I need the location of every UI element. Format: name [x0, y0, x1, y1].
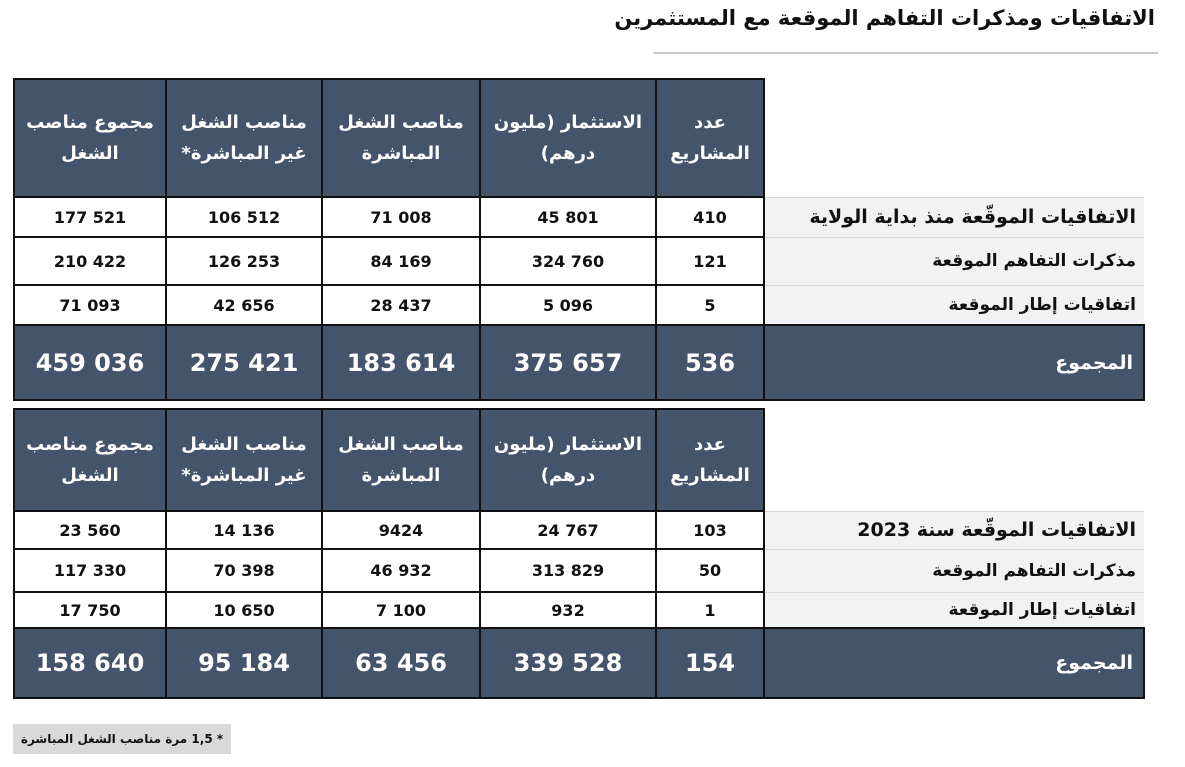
- table-row: [14, 237, 1144, 285]
- page-title: الاتفاقيات ومذكرات التفاهم الموقعة مع المستثمرين: [614, 6, 1155, 30]
- cell-direct-jobs: 28 437: [322, 285, 480, 325]
- total-label: المجموع: [764, 325, 1144, 400]
- cell-investment: 24 767: [480, 511, 656, 549]
- cell-indirect-jobs: 42 656: [166, 285, 322, 325]
- cell-total-jobs: 71 093: [14, 285, 166, 325]
- cell-investment: 5 096: [480, 285, 656, 325]
- cell-direct-jobs: 84 169: [322, 237, 480, 285]
- total-total-jobs: 158 640: [14, 628, 166, 698]
- cell-indirect-jobs: 126 253: [166, 237, 322, 285]
- row-label: الاتفاقيات الموقّعة منذ بداية الولاية: [764, 197, 1144, 237]
- total-indirect-jobs: 95 184: [166, 628, 322, 698]
- total-label: المجموع: [764, 628, 1144, 698]
- cell-indirect-jobs: 70 398: [166, 549, 322, 592]
- cell-projects: 1: [656, 592, 764, 628]
- header-investment: الاستثمار (مليون درهم): [480, 409, 656, 511]
- total-direct-jobs: 183 614: [322, 325, 480, 400]
- header-row: [14, 79, 1144, 197]
- cell-total-jobs: 177 521: [14, 197, 166, 237]
- table-row: [14, 592, 1144, 628]
- cell-direct-jobs: 46 932: [322, 549, 480, 592]
- row-label: الاتفاقيات الموقّعة سنة 2023: [764, 511, 1144, 549]
- total-row: [14, 325, 1144, 400]
- cell-direct-jobs: 7 100: [322, 592, 480, 628]
- total-direct-jobs: 63 456: [322, 628, 480, 698]
- header-row: [14, 409, 1144, 511]
- total-row: [14, 628, 1144, 698]
- row-label: مذكرات التفاهم الموقعة: [764, 237, 1144, 285]
- total-investment: 375 657: [480, 325, 656, 400]
- cell-projects: 5: [656, 285, 764, 325]
- row-label: مذكرات التفاهم الموقعة: [764, 549, 1144, 592]
- total-indirect-jobs: 275 421: [166, 325, 322, 400]
- table-row: [14, 549, 1144, 592]
- header-indirect-jobs: مناصب الشغل غير المباشرة*: [166, 409, 322, 511]
- blank-cell: [764, 409, 1144, 511]
- cell-total-jobs: 117 330: [14, 549, 166, 592]
- total-investment: 339 528: [480, 628, 656, 698]
- cell-direct-jobs: 71 008: [322, 197, 480, 237]
- header-direct-jobs: مناصب الشغل المباشرة: [322, 409, 480, 511]
- cell-direct-jobs: 9424: [322, 511, 480, 549]
- cell-indirect-jobs: 10 650: [166, 592, 322, 628]
- title-divider: [653, 52, 1158, 54]
- cell-investment: 932: [480, 592, 656, 628]
- table-since-start: [13, 78, 1145, 401]
- cell-investment: 313 829: [480, 549, 656, 592]
- blank-cell: [764, 79, 1144, 197]
- row-label: اتفاقيات إطار الموقعة: [764, 592, 1144, 628]
- cell-projects: 50: [656, 549, 764, 592]
- header-projects: عدد المشاريع: [656, 409, 764, 511]
- header-investment: الاستثمار (مليون درهم): [480, 79, 656, 197]
- cell-total-jobs: 210 422: [14, 237, 166, 285]
- cell-projects: 103: [656, 511, 764, 549]
- total-total-jobs: 459 036: [14, 325, 166, 400]
- header-direct-jobs: مناصب الشغل المباشرة: [322, 79, 480, 197]
- total-projects: 536: [656, 325, 764, 400]
- header-total-jobs: مجموع مناصب الشغل: [14, 79, 166, 197]
- table-row: [14, 197, 1144, 237]
- cell-indirect-jobs: 106 512: [166, 197, 322, 237]
- cell-investment: 45 801: [480, 197, 656, 237]
- total-projects: 154: [656, 628, 764, 698]
- header-indirect-jobs: مناصب الشغل غير المباشرة*: [166, 79, 322, 197]
- table-row: [14, 511, 1144, 549]
- footnote: * 1,5 مرة مناصب الشغل المباشرة: [13, 724, 231, 754]
- cell-projects: 121: [656, 237, 764, 285]
- cell-total-jobs: 17 750: [14, 592, 166, 628]
- header-total-jobs: مجموع مناصب الشغل: [14, 409, 166, 511]
- table-2023: [13, 408, 1145, 699]
- cell-investment: 324 760: [480, 237, 656, 285]
- header-projects: عدد المشاريع: [656, 79, 764, 197]
- cell-projects: 410: [656, 197, 764, 237]
- cell-total-jobs: 23 560: [14, 511, 166, 549]
- cell-indirect-jobs: 14 136: [166, 511, 322, 549]
- table-row: [14, 285, 1144, 325]
- row-label: اتفاقيات إطار الموقعة: [764, 285, 1144, 325]
